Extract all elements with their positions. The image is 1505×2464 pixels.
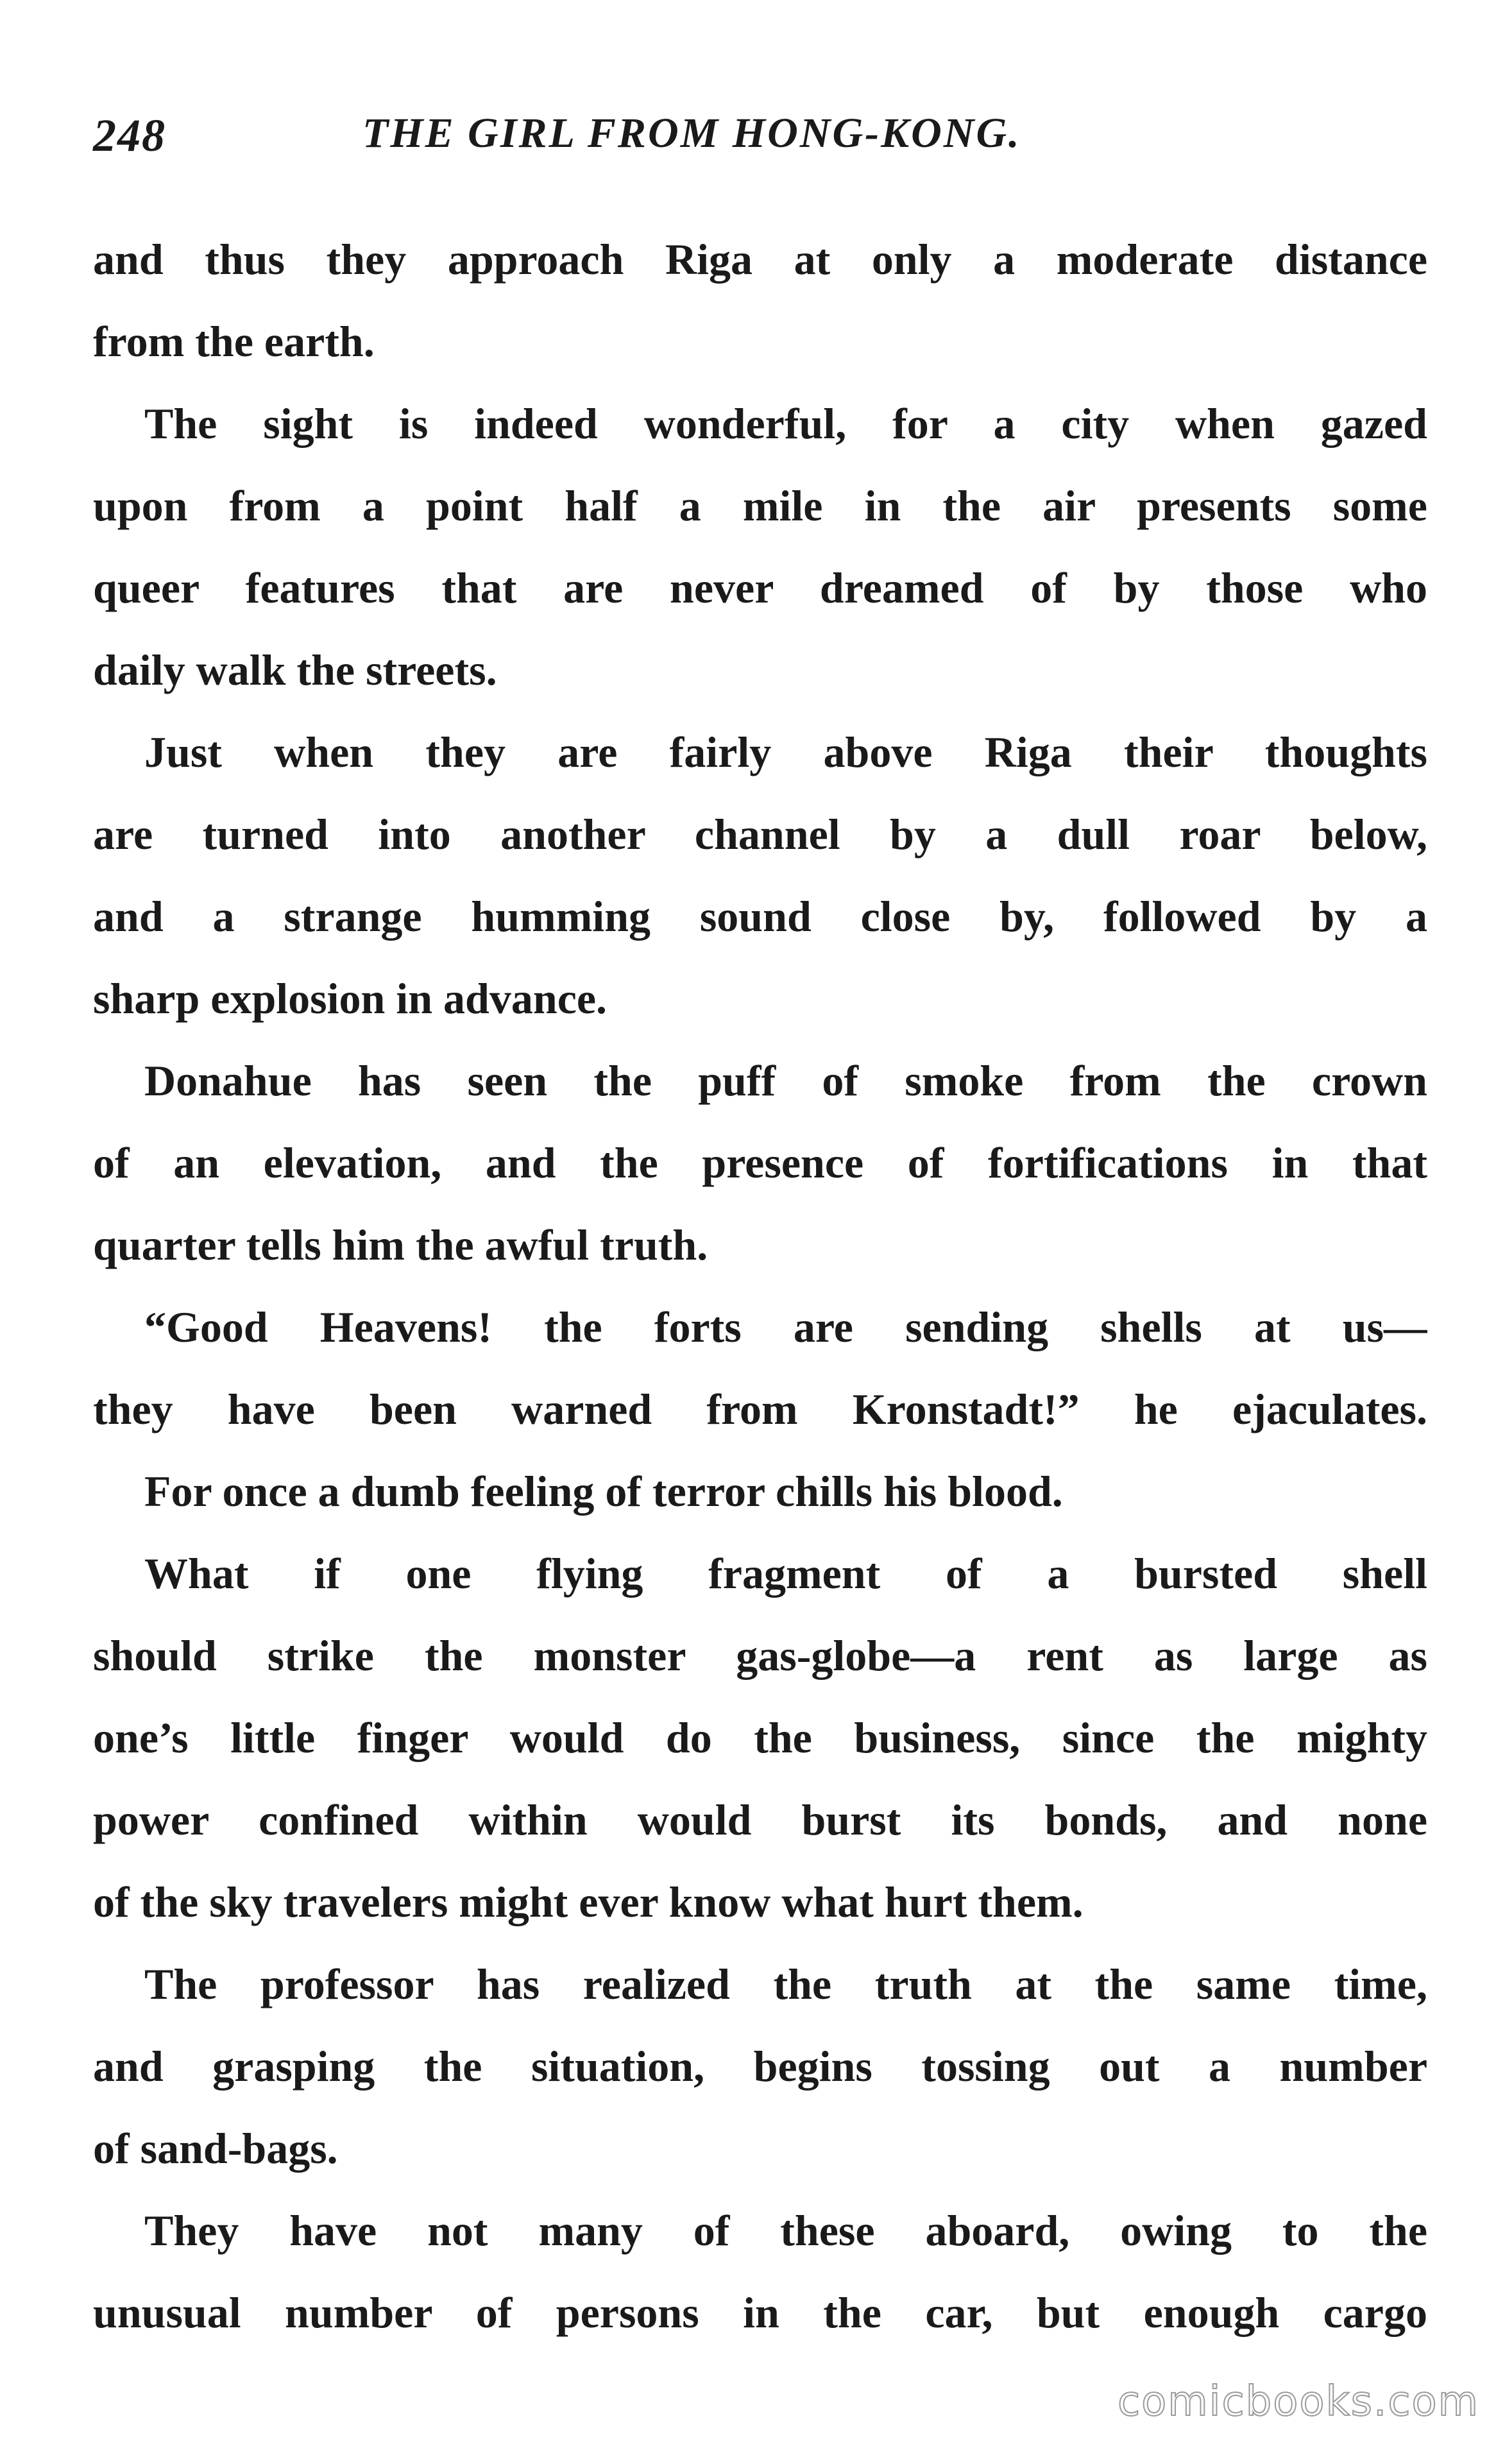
- text-line: should strike the monster gas-globe—a rent as large as: [93, 1631, 1427, 1680]
- page-number: 248: [93, 110, 166, 161]
- text-line: power confined within would burst its bonds, and none: [93, 1795, 1427, 1844]
- text-line: are turned into another channel by a dull roar below,: [93, 810, 1427, 859]
- text-line: of an elevation, and the presence of fortifications in that: [93, 1138, 1427, 1187]
- watermark: comicbooks.com: [1117, 2378, 1479, 2426]
- text-line: from the earth.: [93, 317, 375, 366]
- running-title: THE GIRL FROM HONG-KONG.: [362, 110, 1021, 157]
- text-line: they have been warned from Kronstadt!” he ejaculates.: [93, 1385, 1427, 1433]
- text-line: daily walk the streets.: [93, 646, 497, 694]
- body-text: [93, 218, 1427, 2354]
- text-line: of the sky travelers might ever know what hurt them.: [93, 1878, 1084, 1926]
- text-line: Just when they are fairly above Riga their thoughts: [144, 728, 1427, 776]
- text-line: What if one flying fragment of a bursted shell: [144, 1549, 1427, 1598]
- text-line: Donahue has seen the puff of smoke from the crown: [144, 1056, 1427, 1105]
- text-line: The professor has realized the truth at the same time,: [144, 1960, 1427, 2008]
- text-line: For once a dumb feeling of terror chills his blood.: [144, 1467, 1063, 1516]
- text-line: quarter tells him the awful truth.: [93, 1220, 708, 1269]
- page-header: [93, 109, 1421, 180]
- text-line: sharp explosion in advance.: [93, 974, 608, 1023]
- text-line: one’s little finger would do the business, since the mighty: [93, 1713, 1427, 1762]
- text-line: They have not many of these aboard, owing to the: [144, 2206, 1427, 2255]
- text-line: upon from a point half a mile in the air presents some: [93, 481, 1427, 530]
- text-line: of sand-bags.: [93, 2124, 338, 2173]
- text-line: and a strange humming sound close by, followed by a: [93, 892, 1427, 941]
- text-line: and grasping the situation, begins tossing out a number: [93, 2042, 1427, 2091]
- text-line: and thus they approach Riga at only a moderate distance: [93, 235, 1427, 284]
- text-line: The sight is indeed wonderful, for a city when gazed: [144, 399, 1427, 448]
- text-line: “Good Heavens! the forts are sending shells at us—: [144, 1303, 1427, 1351]
- text-line: queer features that are never dreamed of by those who: [93, 563, 1427, 612]
- text-line: unusual number of persons in the car, but enough cargo: [93, 2288, 1427, 2337]
